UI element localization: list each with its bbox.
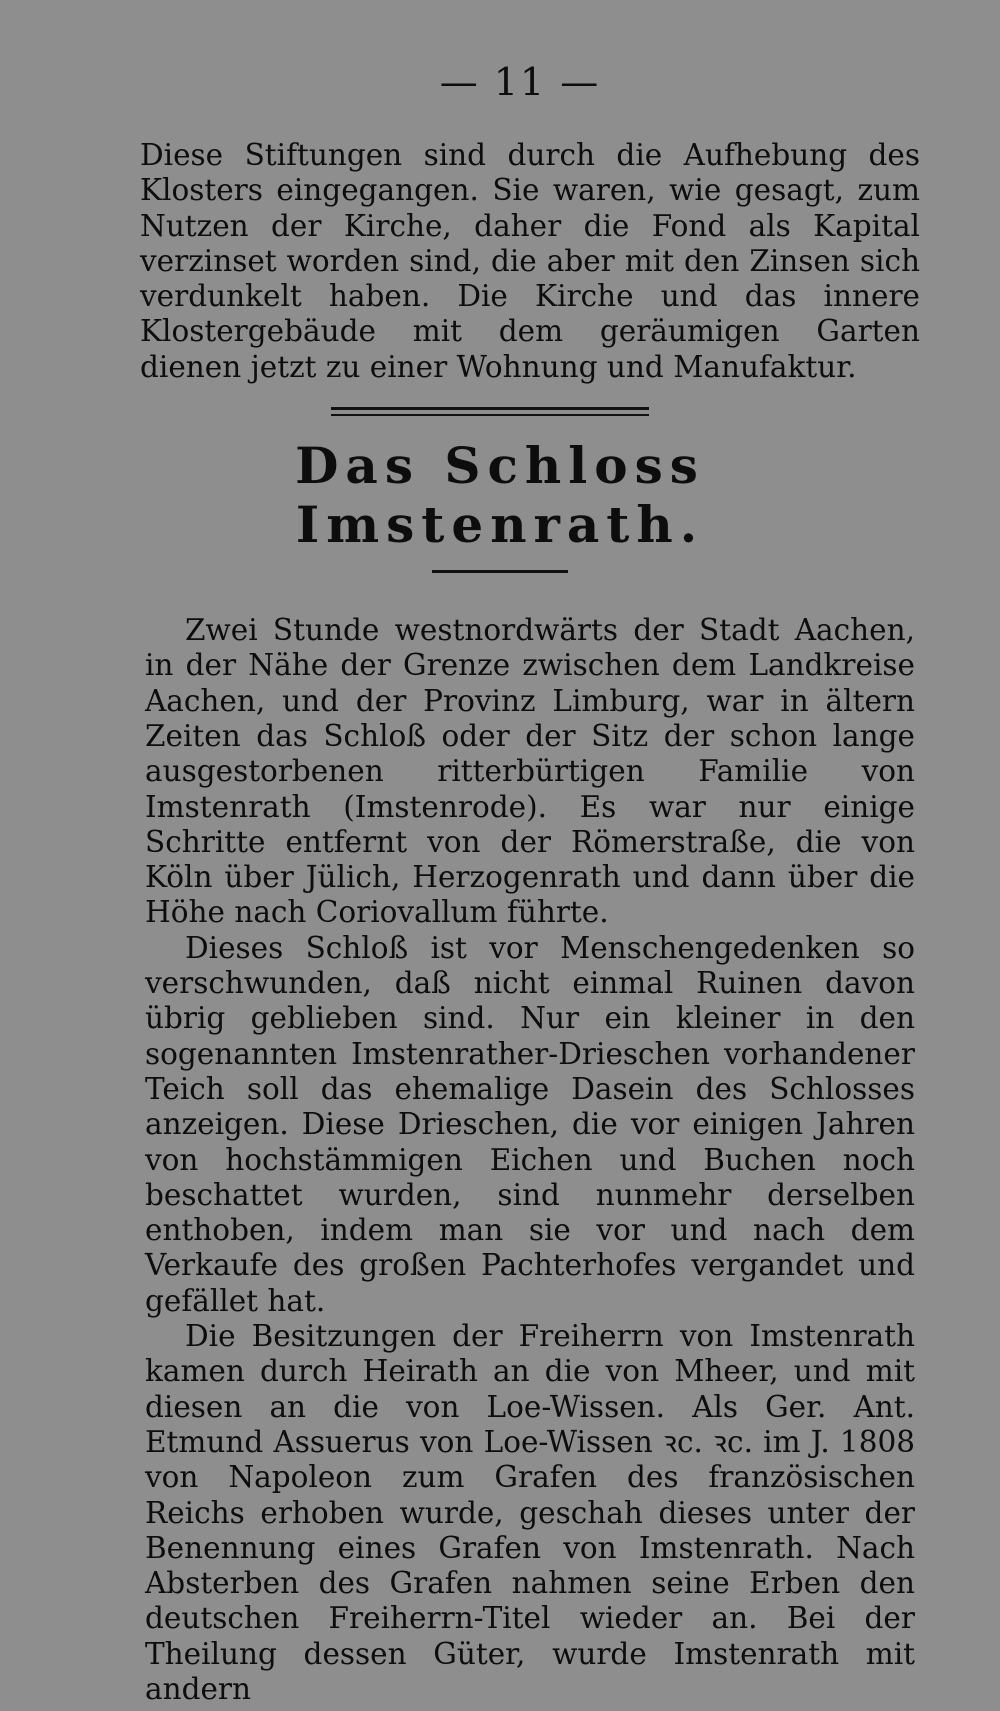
body-paragraph-3: Die Besitzungen der Freiherrn von Imstenrath kamen durch Heirath an die von Mheer, und mit diesen an die von Loe-Wissen. Als Ger. Ant. Etmund Assuerus von Loe-Wissen ꝛc. ꝛc. im J. 1808 von Napoleon zum Grafen des französischen Reichs erhoben wurde, geschah dieses unter der Benennung eines Grafen von Imstenrath. Nach Absterben des Grafen nahmen seine Erben den deutschen Freiherrn-Titel wieder an. Bei der Theilung dessen Güter, wurde Imstenrath mit andern: [145, 1319, 915, 1706]
section-body: [140, 613, 920, 1707]
body-paragraph-2: Dieses Schloß ist vor Menschengedenken so verschwunden, daß nicht einmal Ruinen davon übrig geblieben sind. Nur ein kleiner in den sogenannten Imstenrather-Drieschen vorhandener Teich soll das ehemalige Dasein des Schlosses anzeigen. Diese Drieschen, die vor einigen Jahren von hochstämmigen Eichen und Buchen noch beschattet wurden, sind nunmehr derselben enthoben, indem man sie vor und nach dem Verkaufe des großen Pachterhofes vergandet und gefället hat.: [145, 930, 915, 1318]
section-divider: [331, 407, 649, 416]
heading-underline: [432, 570, 568, 573]
page-number: — 11 —: [439, 60, 601, 104]
body-paragraph-1: Zwei Stunde westnordwärts der Stadt Aachen, in der Nähe der Grenze zwischen dem Landkreise Aachen, und der Provinz Limburg, war in ältern Zeiten das Schloß oder der Sitz der schon lange ausgestorbenen ritterbürtigen Familie von Imstenrath (Imstenrode). Es war nur einige Schritte entfernt von der Römerstraße, die von Köln über Jülich, Herzogenrath und dann über die Höhe nach Coriovallum führte.: [145, 613, 915, 930]
intro-paragraph: Diese Stiftungen sind durch die Aufhebung des Klosters eingegangen. Sie waren, wie gesagt, zum Nutzen der Kirche, daher die Fond als Kapital verzinset worden sind, die aber mit den Zinsen sich verdunkelt haben. Die Kirche und das innere Klostergebäude mit dem geräumigen Garten dienen jetzt zu einer Wohnung und Manufaktur.: [140, 138, 920, 384]
section-heading: Das Schloss Imstenrath.: [295, 436, 705, 555]
